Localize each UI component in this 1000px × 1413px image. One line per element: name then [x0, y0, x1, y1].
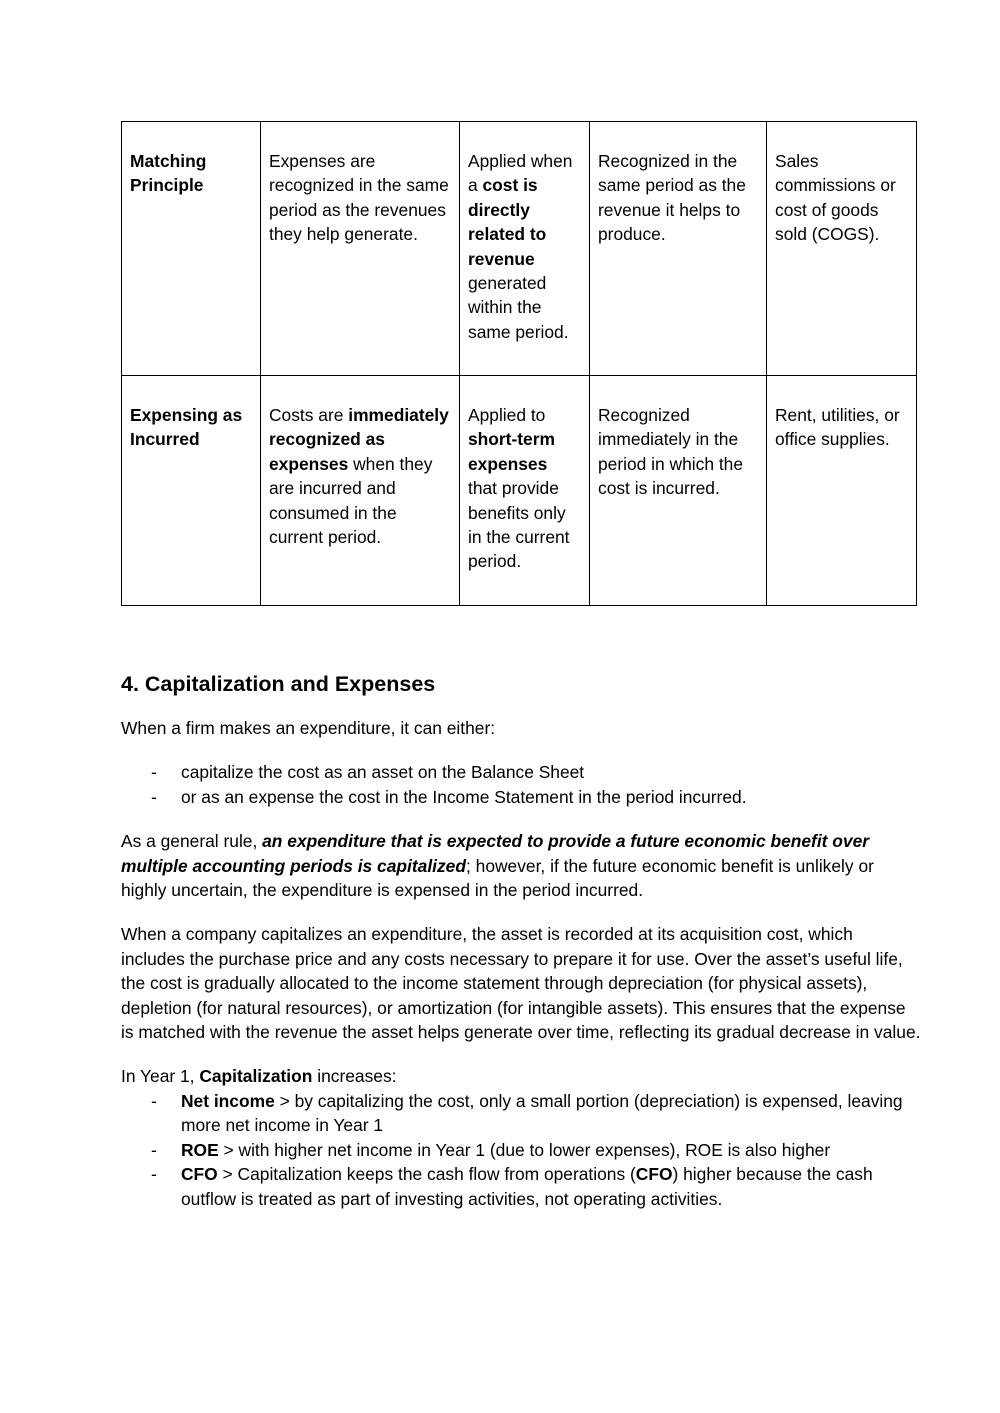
recognition-cell — [590, 122, 767, 376]
list-item: - capitalize the cost as an asset on the Balance Sheet — [121, 760, 921, 784]
application-cell — [460, 122, 590, 376]
row-label: Expensing as Incurred — [122, 376, 261, 606]
effect-text: > with higher net income in Year 1 (due to lower expenses), ROE is also higher — [218, 1139, 831, 1160]
definition-cell — [261, 122, 460, 376]
effect-text: > Capitalization keeps the cash flow from operations ( — [217, 1164, 636, 1185]
rule-paragraph — [121, 829, 921, 902]
cell-text: Applied to — [468, 405, 546, 425]
row-label: Matching Principle — [122, 122, 261, 376]
bold-text: immediately recognized as expenses — [269, 405, 449, 474]
definition-cell — [261, 376, 460, 606]
year1-bold: Capitalization — [199, 1066, 313, 1087]
effect-text: > by capitalizing the cost, only a small portion (depreciation) is expensed, leaving more net income in Year 1 — [181, 1090, 903, 1136]
cell-text: Rent, utilities, or office supplies. — [775, 405, 900, 450]
bold-text: cost is directly related to revenue — [468, 175, 547, 269]
list-item — [121, 1089, 921, 1138]
effect-term: ROE — [181, 1139, 219, 1160]
bold-text: short-term expenses — [468, 429, 555, 474]
effect-term: Net income — [181, 1090, 275, 1111]
rule-prefix: As a general rule, — [121, 831, 263, 852]
list-item: - or as an expense the cost in the Income Statement in the period incurred. — [121, 785, 921, 809]
recognition-cell — [590, 376, 767, 606]
list-item — [121, 1162, 921, 1211]
options-list — [121, 760, 921, 809]
cell-text: Recognized immediately in the period in which the cost is incurred. — [598, 405, 744, 499]
effect-inner-term: CFO — [635, 1164, 673, 1185]
year1-prefix: In Year 1, — [121, 1066, 200, 1087]
cell-text: Expenses are recognized in the same period as the revenues they help generate. — [269, 151, 449, 245]
cell-text: Recognized in the same period as the revenue it helps to produce. — [598, 151, 746, 245]
cell-text: Sales commissions or cost of goods sold (COGS). — [775, 151, 896, 245]
intro-paragraph: When a firm makes an expenditure, it can either: — [121, 718, 496, 738]
table-row — [122, 376, 917, 606]
cell-text: Applied when a — [468, 151, 573, 196]
rule-emphasis: an expenditure that is expected to provide a future economic benefit over multiple accounting periods is capitalized — [121, 831, 870, 876]
capitalization-paragraph: When a company capitalizes an expenditure, the asset is recorded at its acquisition cost, which includes the purchase price and any costs necessary to prepare it for use. Over the asset’s useful life, the cost is gradually allocated to the income statement through depreciation (for physical assets), depletion (for natural resources), or amortization (for intangible assets). This ensures that the expense is matched with the revenue the asset helps generate over time, reflecting its gradual decrease in value. — [121, 924, 921, 1043]
examples-cell — [767, 122, 917, 376]
effect-term: CFO — [181, 1164, 218, 1185]
cell-text: Costs are — [269, 405, 349, 425]
examples-cell — [767, 376, 917, 606]
cell-text: that provide benefits only in the current period. — [468, 478, 570, 572]
cell-text: when they are incurred and consumed in the current period. — [269, 453, 433, 548]
section-heading: 4. Capitalization and Expenses — [121, 672, 436, 696]
effect-text: ) higher because the cash outflow is treated as part of investing activities, not operating activities. — [181, 1164, 873, 1209]
application-cell — [460, 376, 590, 606]
rule-suffix: ; however, if the future economic benefit is unlikely or highly uncertain, the expenditure is expensed in the period incurred. — [121, 855, 874, 901]
year1-paragraph — [121, 1064, 921, 1088]
year1-suffix: increases: — [312, 1066, 397, 1087]
principles-table — [121, 121, 917, 606]
cell-text: generated within the same period. — [468, 273, 569, 342]
list-item — [121, 1138, 921, 1162]
table-row — [122, 122, 917, 376]
effects-list — [121, 1089, 921, 1211]
section-capitalization — [121, 670, 921, 1231]
